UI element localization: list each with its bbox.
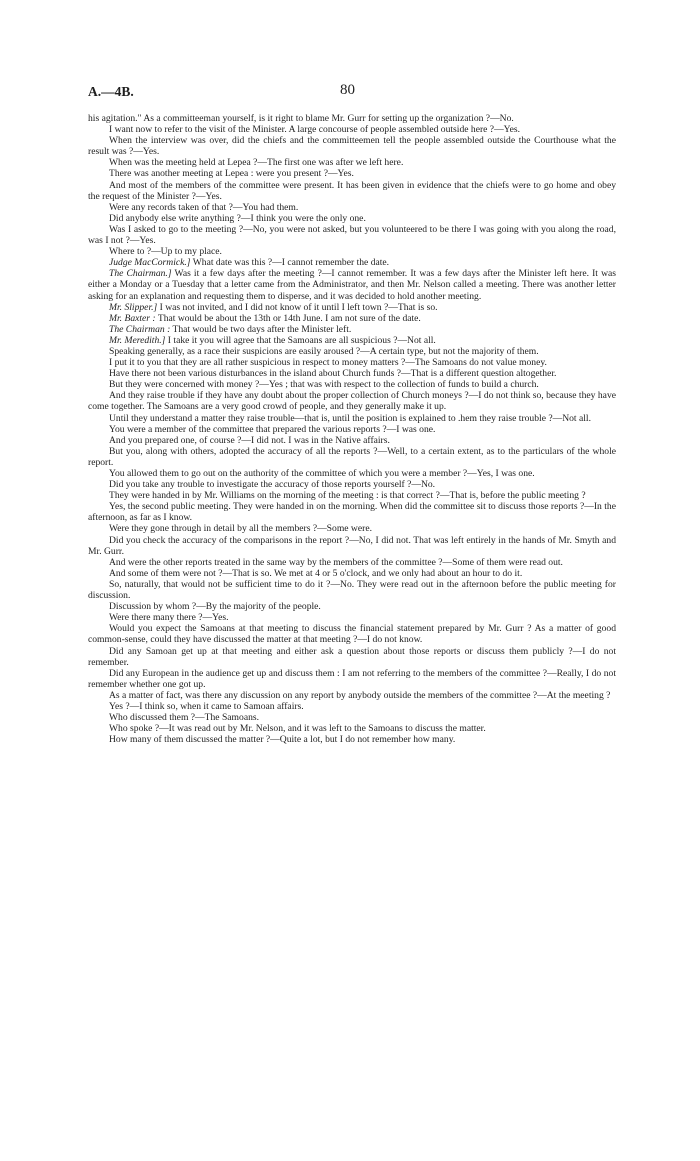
document-reference: A.—4B. (88, 84, 134, 99)
paragraph-text: Yes ?—I think so, when it came to Samoan affairs. (109, 700, 304, 712)
testimony-paragraph (88, 712, 616, 723)
testimony-paragraph (88, 390, 616, 412)
testimony-paragraph (88, 490, 616, 501)
testimony-paragraph (88, 612, 616, 623)
testimony-paragraph (88, 346, 616, 357)
paragraph-text: When the interview was over, did the chiefs and the committeemen tell the people assembled outside the Courthouse what the result was ?—Yes. (88, 135, 616, 158)
testimony-paragraph (88, 413, 616, 424)
testimony-paragraph (88, 734, 616, 745)
page-header (88, 84, 613, 106)
testimony-paragraph (88, 446, 616, 468)
testimony-paragraph (88, 646, 616, 668)
testimony-paragraph (88, 324, 616, 335)
paragraph-text: Speaking generally, as a race their suspicions are easily aroused ?—A certain type, but not the majority of them. (109, 345, 539, 357)
paragraph-text: And some of them were not ?—That is so. We met at 4 or 5 o'clock, and we only had about an hour to do it. (109, 567, 523, 579)
testimony-paragraph (88, 224, 616, 246)
testimony-paragraph (88, 424, 616, 435)
testimony-paragraph (88, 357, 616, 368)
paragraph-text: That would be two days after the Minister left. (170, 323, 352, 335)
paragraph-text: Who discussed them ?—The Samoans. (109, 712, 260, 724)
paragraph-text: Was it a few days after the meeting ?—I cannot remember. It was a few days after the Minister left here. It was either a Monday or a Tuesday that a letter came from the Administrator, and then Mr. Nelson called a meeting. There was another letter asking for an explanation and requesting them to disperse, and it was decided to hold another meeting. (88, 268, 617, 302)
paragraph-text: You were a member of the committee that prepared the various reports ?—I was one. (109, 423, 436, 435)
testimony-paragraph (88, 113, 616, 124)
testimony-paragraph (88, 202, 616, 213)
testimony-paragraph (88, 535, 616, 557)
testimony-paragraph (88, 180, 616, 202)
paragraph-text: Were they gone through in detail by all the members ?—Some were. (109, 523, 372, 535)
paragraph-text: Would you expect the Samoans at that meeting to discuss the financial statement prepared by Mr. Gurr ? As a matter of good common-sense, could they have discussed the matter at that meeting ?—I do not know. (88, 623, 616, 646)
paragraph-text: I take it you will agree that the Samoans are all suspicious ?—Not all. (165, 334, 436, 346)
paragraph-text: But they were concerned with money ?—Yes ; that was with respect to the collection of funds to build a church. (109, 379, 539, 391)
paragraph-text: Was I asked to go to the meeting ?—No, you were not asked, but you volunteered to be there I was going with you along the road, was I not ?—Yes. (88, 223, 616, 247)
paragraph-text: When was the meeting held at Lepea ?—The first one was after we left here. (109, 157, 404, 169)
paragraph-text: And they raise trouble if they have any doubt about the proper collection of Church moneys ?—I do not think so, because they have come together. The Samoans are a very good crowd of people, and they generally make it up. (88, 390, 616, 413)
testimony-paragraph (88, 568, 616, 579)
paragraph-text: How many of them discussed the matter ?—Quite a lot, but I do not remember how many. (109, 734, 456, 746)
speaker-label: Mr. Baxter : (109, 312, 156, 324)
testimony-paragraph (88, 557, 616, 568)
speaker-label: Mr. Slipper.] (109, 301, 158, 313)
speaker-label: The Chairman.] (109, 268, 172, 280)
testimony-paragraph (88, 623, 616, 645)
paragraph-text: That would be about the 13th or 14th June. I am not sure of the date. (155, 312, 421, 324)
paragraph-text: Yes, the second public meeting. They were handed in on the morning. When did the committee sit to discuss those reports ?—In the afternoon, as far as I know. (88, 501, 616, 524)
paragraph-text: Did any European in the audience get up and discuss them : I am not referring to the members of the committee ?—Really, I do not remember whether one got up. (88, 667, 616, 690)
testimony-paragraph (88, 302, 616, 313)
paragraph-text: Who spoke ?—It was read out by Mr. Nelson, and it was left to the Samoans to discuss the matter. (109, 723, 486, 735)
paragraph-text: Did anybody else write anything ?—I think you were the only one. (109, 212, 366, 224)
testimony-paragraph (88, 124, 616, 135)
testimony-paragraph (88, 313, 616, 324)
testimony-paragraph (88, 601, 616, 612)
testimony-paragraph (88, 135, 616, 157)
speaker-label: Mr. Meredith.] (109, 334, 166, 346)
paragraph-text: They were handed in by Mr. Williams on the morning of the meeting : is that correct ?—That is, before the public meeting ? (109, 490, 586, 502)
testimony-paragraph (88, 335, 616, 346)
paragraph-text: And most of the members of the committee were present. It has been given in evidence that the chiefs were to go home and obey the request of the Minister ?—Yes. (88, 179, 616, 202)
testimony-paragraph (88, 579, 616, 601)
paragraph-text: What date was this ?—I cannot remember the date. (190, 257, 390, 269)
testimony-paragraph (88, 257, 616, 268)
speaker-label: Judge MacCormick.] (109, 257, 191, 269)
testimony-paragraph (88, 168, 616, 179)
paragraph-text: Have there not been various disturbances in the island about Church funds ?—That is a different question altogether. (109, 368, 557, 380)
testimony-body (88, 113, 616, 745)
paragraph-text: But you, along with others, adopted the accuracy of all the reports ?—Well, to a certain extent, as to the particulars of the whole report. (88, 445, 616, 468)
testimony-paragraph (88, 213, 616, 224)
testimony-paragraph (88, 468, 616, 479)
paragraph-text: Where to ?—Up to my place. (109, 246, 222, 258)
testimony-paragraph (88, 701, 616, 712)
testimony-paragraph (88, 435, 616, 446)
paragraph-text: Did you check the accuracy of the comparisons in the report ?—No, I did not. That was left entirely in the hands of Mr. Smyth and Mr. Gurr. (88, 534, 616, 557)
paragraph-text: Did you take any trouble to investigate the accuracy of those reports yourself ?—No. (109, 479, 436, 491)
paragraph-text: And you prepared one, of course ?—I did not. I was in the Native affairs. (109, 434, 390, 446)
testimony-paragraph (88, 523, 616, 534)
testimony-paragraph (88, 246, 616, 257)
testimony-paragraph (88, 668, 616, 690)
paragraph-text: Discussion by whom ?—By the majority of the people. (109, 601, 321, 613)
testimony-paragraph (88, 157, 616, 168)
paragraph-text: Were there many there ?—Yes. (109, 612, 229, 624)
paragraph-text: And were the other reports treated in the same way by the members of the committee ?—Some of them were read out. (109, 556, 563, 568)
testimony-paragraph (88, 479, 616, 490)
page-number: 80 (340, 82, 355, 98)
paragraph-text: his agitation." As a committeeman yourself, is it right to blame Mr. Gurr for setting up the organization ?—No. (88, 113, 514, 124)
testimony-paragraph (88, 379, 616, 390)
paragraph-text: Were any records taken of that ?—You had them. (109, 201, 299, 213)
paragraph-text: You allowed them to go out on the authority of the committee of which you were a member ?—Yes, I was one. (109, 468, 535, 479)
paragraph-text: Did any Samoan get up at that meeting and either ask a question about those reports or discuss them publicly ?—I do not remember. (88, 645, 616, 668)
testimony-paragraph (88, 268, 616, 301)
paragraph-text: I was not invited, and I did not know of it until I left town ?—That is so. (157, 301, 438, 313)
testimony-paragraph (88, 368, 616, 379)
testimony-paragraph (88, 501, 616, 523)
testimony-paragraph (88, 723, 616, 734)
testimony-paragraph (88, 690, 616, 701)
paragraph-text: Until they understand a matter they raise trouble—that is, until the position is explained to .hem they raise trouble ?—Not all. (109, 412, 591, 424)
paragraph-text: I put it to you that they are all rather suspicious in respect to money matters ?—The Samoans do not value money. (109, 357, 547, 369)
paragraph-text: As a matter of fact, was there any discussion on any report by anybody outside the members of the committee ?—At the meeting ? (109, 689, 611, 701)
paragraph-text: There was another meeting at Lepea : were you present ?—Yes. (109, 168, 354, 180)
speaker-label: The Chairman : (109, 323, 171, 335)
paragraph-text: I want now to refer to the visit of the Minister. A large concourse of people assembled outside here ?—Yes. (109, 124, 521, 136)
paragraph-text: So, naturally, that would not be sufficient time to do it ?—No. They were read out in the afternoon before the public meeting for discussion. (88, 578, 616, 602)
